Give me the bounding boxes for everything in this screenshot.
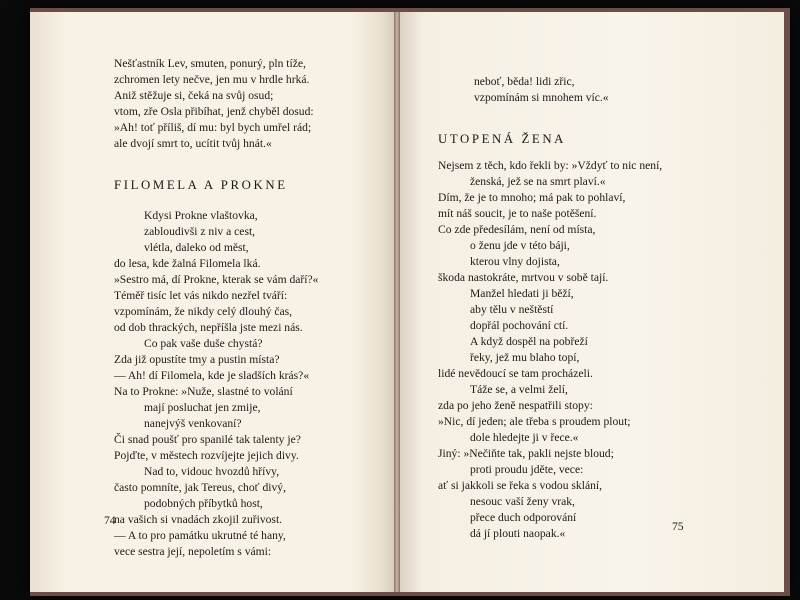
poem-line: zabloudivši z niv a cest, <box>144 225 256 238</box>
poem-line: »Nic, dí jeden; ale třeba s proudem plout; <box>438 415 631 428</box>
poem-line: Dím, že je to mnoho; má pak to pohlaví, <box>438 191 626 204</box>
poem-line: Či snad poušť pro spanilé tak talenty je? <box>114 433 301 446</box>
poem-line: Manžel hledati ji běží, <box>470 287 574 300</box>
poem-line: nanejvýš venkovaní? <box>144 417 242 430</box>
poem-line: Na to Prokne: »Nuže, slastné to volání <box>114 385 293 398</box>
poem-line: Kdysi Prokne vlaštovka, <box>144 209 258 222</box>
page-number-left: 74 <box>104 514 116 527</box>
left-heading: FILOMELA A PROKNE <box>114 178 288 192</box>
poem-line: — Ah! dí Filomela, kde je sladších krás?« <box>114 369 310 382</box>
poem-line: Co zde předesílám, není od místa, <box>438 223 596 236</box>
poem-line: vzpomínám si mnohem víc.« <box>474 91 609 104</box>
poem-line: na vašich si vnadách zkojil zuřivost. <box>114 513 283 526</box>
poem-line: řeky, jež mu blaho topí, <box>470 351 580 364</box>
poem-line: Zda již opustíte tmy a pustin místa? <box>114 353 280 366</box>
poem-line: Nešťastník Lev, smuten, ponurý, pln tíže, <box>114 57 306 70</box>
poem-line: Téměř tisíc let vás nikdo nezřel tváří: <box>114 289 288 302</box>
poem-line: Pojďte, v městech rozvíjejte jejich divy. <box>114 449 299 462</box>
poem-line: lidé nevědoucí se tam procházeli. <box>438 367 593 380</box>
poem-line: kterou vlny dojista, <box>470 255 560 268</box>
poem-line: dopřál pochování ctí. <box>470 319 569 332</box>
right-page <box>400 12 784 592</box>
poem-line: ženská, jež se na smrt plaví.« <box>470 175 606 188</box>
poem-line: mají posluchat jen zmije, <box>144 401 261 414</box>
poem-line: škoda nastokráte, mrtvou v sobě tají. <box>438 271 609 284</box>
page-number-right: 75 <box>672 520 684 533</box>
poem-line: »Sestro má, dí Prokne, kterak se vám daří?« <box>114 273 319 286</box>
poem-line: vece sestra její, nepoletím s vámi: <box>114 545 272 558</box>
poem-line: vtom, zře Osla přibíhat, jenž chyběl dosud: <box>114 105 314 118</box>
poem-line: Nejsem z těch, kdo řekli by: »Vždyť to nic není, <box>438 159 663 172</box>
poem-line: A když dospěl na pobřeží <box>470 335 588 348</box>
poem-line: vzpomínám, že nikdy celý dlouhý čas, <box>114 305 293 318</box>
open-book <box>30 8 790 596</box>
right-heading: UTOPENÁ ŽENA <box>438 132 567 146</box>
right-text-column <box>438 74 758 542</box>
poem-line: ale dvojí smrt to, ucítit tvůj hnát.« <box>114 137 272 150</box>
poem-line: Jiný: »Nečiňte tak, pakli nejste bloud; <box>438 447 614 460</box>
poem-line: — A to pro památku ukrutné té hany, <box>114 529 286 542</box>
poem-line: Co pak vaše duše chystá? <box>144 337 263 350</box>
poem-line: od dob thrackých, nepříšla jste mezi nás. <box>114 321 303 334</box>
poem-line: proti proudu jděte, vece: <box>470 463 584 476</box>
poem-line: Aniž stěžuje si, čeká na svůj osud; <box>114 89 274 102</box>
poem-line: mít náš soucit, je to naše potěšení. <box>438 207 597 220</box>
poem-line: aby tělu v neštěstí <box>470 303 554 316</box>
poem-line: ať si jakkoli se řeka s vodou sklání, <box>438 479 603 492</box>
poem-line: Nad to, vidouc hvozdů hřívy, <box>144 465 280 478</box>
poem-line: o ženu jde v této báji, <box>470 239 570 252</box>
poem-line: dá jí plouti naopak.« <box>470 527 566 540</box>
poem-line: často pomníte, jak Tereus, choť divý, <box>114 481 286 494</box>
poem-line: do lesa, kde žalná Filomela lká. <box>114 257 261 270</box>
left-text-column <box>114 56 384 560</box>
poem-line: podobných příbytků host, <box>144 497 263 510</box>
poem-line: zchromen lety nečve, jen mu v hrdle hrká. <box>114 73 310 86</box>
poem-line: »Ah! toť příliš, dí mu: byl bych umřel rád; <box>114 121 312 134</box>
poem-line: vlétla, daleko od měst, <box>144 241 249 254</box>
poem-line: zda po jeho ženě nespatřili stopy: <box>438 399 593 412</box>
poem-line: dole hledejte ji v řece.« <box>470 431 579 444</box>
poem-line: nesouc vaší ženy vrak, <box>470 495 575 508</box>
poem-line: přece duch odporování <box>470 511 577 524</box>
poem-line: neboť, běda! lidi zřic, <box>474 75 575 88</box>
poem-line: Táže se, a velmi želí, <box>470 383 568 396</box>
left-page <box>30 12 396 592</box>
